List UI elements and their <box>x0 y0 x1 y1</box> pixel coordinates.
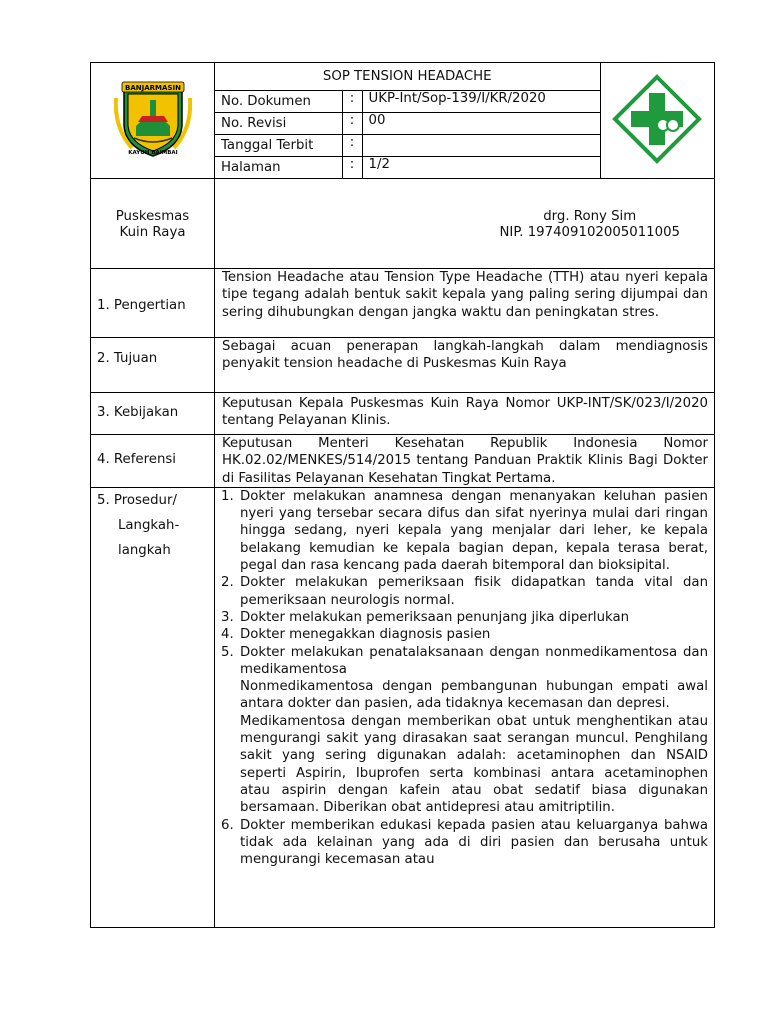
section-body-prosedur <box>215 487 715 927</box>
procedure-step: 1. Dokter melakukan anamnesa dengan menanyakan keluhan pasien nyeri yang tersebar secara difus dan sifat nyerinya mulai dari ringan hingga sedang, nyeri kepala yang menjalar dari leher, ke kepala belakang kemudian ke kepala bagian depan, kepala terasa berat, pegal dan rasa kencang pada daerah bitemporal dan bioksipital. <box>221 488 708 574</box>
meta-label: Halaman <box>221 160 281 175</box>
organization-cell <box>91 179 215 269</box>
meta-value: 1/2 <box>368 157 390 172</box>
meta-value: 00 <box>362 113 600 135</box>
nonmedikamentosa-paragraph: Nonmedikamentosa dengan pembangunan hubungan empati awal antara dokter dan pasien, ada tidaknya kecemasan dan depresi. <box>240 679 708 712</box>
procedure-step: 5. Dokter melakukan penatalaksanaan dengan nonmedikamentosa dan medikamentosa Nonmedikamentosa dengan pembangunan hubungan empati awal antara dokter dan pasien, ada tidaknya kecemasan dan depresi. Medikamentosa dengan memberikan obat untuk menghentikan atau mengurangi sakit yang dirasakan saat serangan muncul. Penghilang sakit yang sering digunakan adalah: acetaminophen dan NSAID seperti Aspirin, Ibuprofen serta kombinasi antara acetaminophen atau aspirin dengan kafein atau obat sedatif biasa digunakan bersamaan. Diberikan obat antidepresi atau amitriptilin. <box>221 644 708 816</box>
procedure-step: 2. Dokter melakukan pemeriksaan fisik didapatkan tanda vital dan pemeriksaan neurologis normal. <box>221 575 708 608</box>
sop-table <box>90 62 715 928</box>
procedure-step: 6. Dokter memberikan edukasi kepada pasien atau keluarganya bahwa tidak ada kelainan yang ada di diri pasien dan berusaha untuk mengurangi kecemasan atau <box>221 817 708 868</box>
left-logo-cell <box>91 63 215 179</box>
meta-label: No. Revisi <box>215 113 342 135</box>
section-text-tujuan: Sebagai acuan penerapan langkah-langkah dalam mendiagnosis penyakit tension headache di Puskesmas Kuin Raya <box>215 338 715 393</box>
section-label-kebijakan: 3. Kebijakan <box>91 393 215 435</box>
org-line-2: Kuin Raya <box>119 225 186 240</box>
meta-value <box>362 135 600 157</box>
section-label-tujuan: 2. Tujuan <box>91 338 215 393</box>
prosedur-label-3: langkah <box>118 542 171 558</box>
procedure-step: 4. Dokter menegakkan diagnosis pasien <box>221 627 491 643</box>
meta-label: Tanggal Terbit <box>215 135 342 157</box>
section-label-pengertian: 1. Pengertian <box>91 269 215 338</box>
prosedur-label-1: 5. Prosedur/ <box>97 492 177 508</box>
signature-cell <box>215 179 715 269</box>
meta-colon: : <box>342 135 362 157</box>
puskesmas-logo-icon <box>611 73 703 165</box>
section-label-referensi: 4. Referensi <box>91 435 215 488</box>
sop-document <box>90 62 714 928</box>
procedure-steps <box>221 488 708 869</box>
section-text-pengertian: Tension Headache atau Tension Type Headache (TTH) atau nyeri kepala tipe tegang adalah bentuk sakit kepala yang paling sering dijumpai dan sering dihubungkan dengan jangka waktu dan peningkatan stres. <box>215 269 715 338</box>
emblem-bottom-text: KAYUH BAIMBAI <box>127 149 178 156</box>
meta-colon: : <box>342 91 362 113</box>
meta-value: UKP-Int/Sop-139/I/KR/2020 <box>362 91 600 113</box>
emblem-top-text: BANJARMASIN <box>124 83 181 92</box>
section-label-prosedur <box>91 487 215 927</box>
section-text-referensi: Keputusan Menteri Kesehatan Republik Indonesia Nomor HK.02.02/MENKES/514/2015 tentang Panduan Praktik Klinis Bagi Dokter di Fasilitas Pelayanan Kesehatan Tingkat Pertama. <box>215 435 715 488</box>
org-line-1: Puskesmas <box>115 209 190 224</box>
medikamentosa-paragraph: Medikamentosa dengan memberikan obat untuk menghentikan atau mengurangi sakit yang dirasakan saat serangan muncul. Penghilang sakit yang sering digunakan adalah: acetaminophen dan NSAID seperti Aspirin, Ibuprofen serta kombinasi antara acetaminophen atau aspirin dengan kafein atau obat sedatif biasa digunakan bersamaan. Diberikan obat antidepresi atau amitriptilin. <box>240 713 708 816</box>
signer-nip: NIP. 197409102005011005 <box>499 225 680 240</box>
procedure-step: 3. Dokter melakukan pemeriksaan penunjang jika diperlukan <box>221 609 630 625</box>
prosedur-label-2: Langkah- <box>118 517 180 533</box>
meta-colon: : <box>342 157 362 179</box>
banjarmasin-emblem-icon <box>114 78 192 160</box>
header-center <box>215 63 715 179</box>
document-title: SOP TENSION HEADACHE <box>215 63 600 91</box>
right-logo-cell <box>600 63 714 178</box>
meta-colon: : <box>342 113 362 135</box>
section-text-kebijakan: Keputusan Kepala Puskesmas Kuin Raya Nomor UKP-INT/SK/023/I/2020 tentang Pelayanan Klinis. <box>215 393 715 435</box>
meta-label: No. Dokumen <box>215 91 342 113</box>
signer-name: drg. Rony Sim <box>543 209 637 224</box>
